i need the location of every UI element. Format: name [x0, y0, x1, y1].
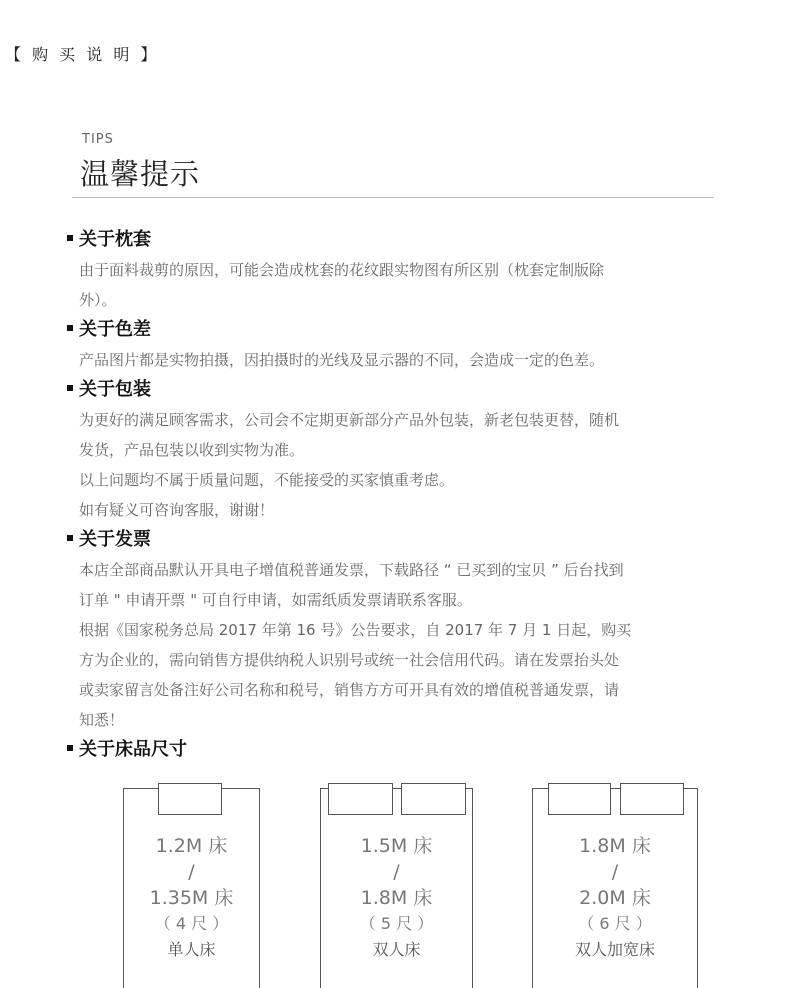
square-bullet-icon [67, 385, 73, 391]
bed-size-primary: 1.2M 床 [155, 835, 228, 857]
notice-content [66, 225, 726, 765]
section-title: 关于色差 [79, 319, 151, 340]
bed-type-name: 双人加宽床 [574, 940, 655, 959]
section-packaging [66, 375, 726, 525]
bed-size-feet: （ 4 尺 ） [154, 914, 229, 933]
tips-label: TIPS [82, 132, 114, 147]
section-heading [66, 375, 726, 405]
square-bullet-icon [67, 325, 73, 331]
section-bed-size [66, 735, 726, 765]
bed-double-diagram [320, 788, 473, 988]
section-line: 订单 " 申请开票 " 可自行申请，如需纸质发票请联系客服。 [79, 591, 472, 609]
section-heading [66, 315, 726, 345]
bed-type-name: 单人床 [167, 940, 216, 959]
section-heading [66, 735, 726, 765]
bed-size-separator: / [188, 861, 195, 883]
bed-size-feet: （ 6 尺 ） [578, 914, 652, 933]
bed-size-primary: 1.8M 床 [579, 835, 651, 857]
section-line: 以上问题均不属于质量问题，不能接受的买家慎重考虑。 [79, 471, 455, 489]
square-bullet-icon [67, 745, 73, 751]
page-heading: 【 购 买 说 明 】 [5, 45, 160, 64]
bed-size-secondary: 1.35M 床 [149, 887, 234, 909]
bed-size-separator: / [611, 861, 619, 883]
tips-title: 温馨提示 [80, 157, 201, 191]
pillow-icon [548, 783, 611, 815]
bed-size-separator: / [393, 861, 400, 883]
section-line: 为更好的满足顾客需求，公司会不定期更新部分产品外包装，新老包装更替，随机 [79, 411, 620, 429]
section-line: 根据《国家税务总局 2017 年第 16 号》公告要求，自 2017 年 7 月 1 日起，购买 [79, 621, 632, 639]
section-line: 产品图片都是实物拍摄，因拍摄时的光线及显示器的不同，会造成一定的色差。 [79, 351, 605, 369]
section-line: 发货，产品包装以收到实物为准。 [79, 441, 305, 459]
section-line: 如有疑义可咨询客服，谢谢！ [79, 501, 275, 519]
bed-size-secondary: 2.0M 床 [579, 887, 651, 909]
bed-single-diagram [123, 788, 260, 988]
section-heading [66, 525, 726, 555]
square-bullet-icon [67, 535, 73, 541]
section-heading [66, 225, 726, 255]
bed-size-diagrams [0, 780, 790, 960]
section-line: 由于面料裁剪的原因，可能会造成枕套的花纹跟实物图有所区别（枕套定制版除 [79, 261, 605, 279]
divider [72, 197, 714, 198]
section-color-difference [66, 315, 726, 375]
section-title: 关于枕套 [79, 229, 151, 250]
section-pillowcase [66, 225, 726, 315]
section-invoice [66, 525, 726, 735]
section-line: 本店全部商品默认开具电子增值税普通发票，下载路径 “ 已买到的宝贝 ” 后台找到 [79, 561, 624, 579]
section-title: 关于发票 [79, 529, 151, 550]
section-title: 关于包装 [79, 379, 151, 400]
pillow-icon [328, 783, 393, 815]
pillow-icon [401, 783, 466, 815]
section-line: 外）。 [79, 291, 117, 309]
bed-size-feet: （ 5 尺 ） [359, 914, 434, 933]
bed-label [124, 833, 259, 963]
section-line: 知悉！ [79, 711, 125, 729]
section-title: 关于床品尺寸 [79, 739, 187, 760]
square-bullet-icon [67, 235, 73, 241]
pillow-icon [158, 783, 222, 815]
bed-label [533, 833, 697, 963]
bed-wide-double-diagram [532, 788, 698, 988]
pillow-icon [620, 783, 684, 815]
bed-size-secondary: 1.8M 床 [360, 887, 433, 909]
bed-size-primary: 1.5M 床 [360, 835, 433, 857]
section-line: 方为企业的，需向销售方提供纳税人识别号或统一社会信用代码。请在发票抬头处 [79, 651, 620, 669]
section-line: 或卖家留言处备注好公司名称和税号，销售方方可开具有效的增值税普通发票，请 [79, 681, 620, 699]
bed-label [321, 833, 472, 963]
bed-type-name: 双人床 [372, 940, 421, 959]
